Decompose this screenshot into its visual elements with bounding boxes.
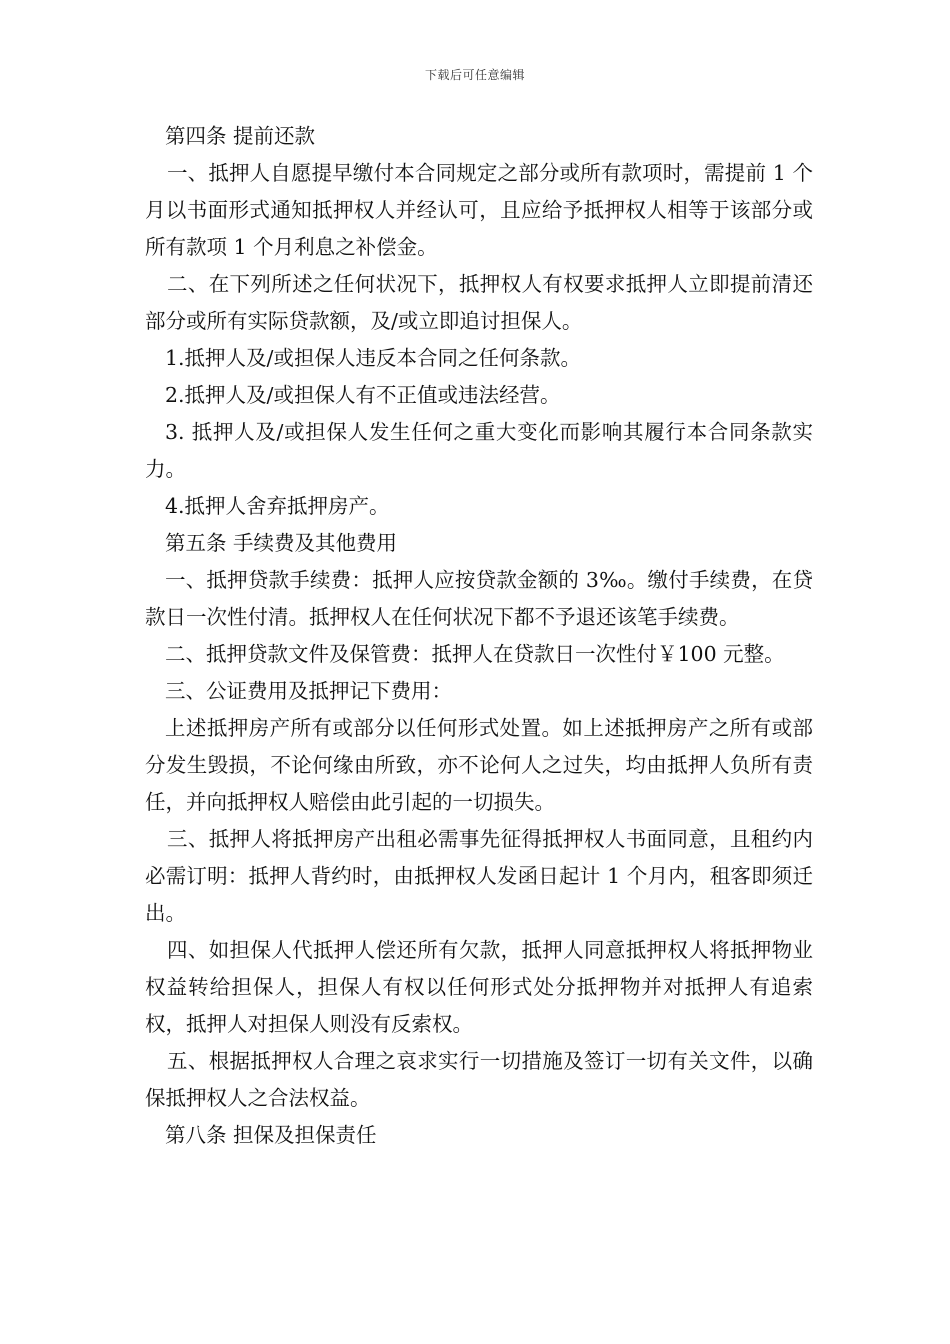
paragraph: 五、根据抵押权人合理之哀求实行一切措施及签订一切有关文件，以确保抵押权人之合法权益。 <box>145 1049 813 1110</box>
paragraph: 一、抵押贷款手续费：抵押人应按贷款金额的 3‰。缴付手续费，在贷款日一次性付清。抵押权人在任何状况下都不予退还该笔手续费。 <box>145 568 813 629</box>
list-item: 3. 抵押人及/或担保人发生任何之重大变化而影响其履行本合同条款实力。 <box>145 420 813 481</box>
paragraph: 第四条 提前还款 <box>165 124 316 148</box>
paragraph: 三、公证费用及抵押记下费用： <box>165 679 452 703</box>
list-item: 2.抵押人及/或担保人有不正值或违法经营。 <box>165 383 561 407</box>
page-header: 下载后可任意编辑 <box>424 68 525 82</box>
paragraph: 三、抵押人将抵押房产出租必需事先征得抵押权人书面同意，且租约内必需订明：抵押人背约时，由抵押权人发函日起计 1 个月内，租客即须迁出。 <box>145 827 813 925</box>
paragraph: 二、在下列所述之任何状况下，抵押权人有权要求抵押人立即提前清还部分或所有实际贷款额，及/或立即追讨担保人。 <box>145 272 813 333</box>
section-heading: 第八条 担保及担保责任 <box>165 1123 377 1147</box>
list-item: 1.抵押人及/或担保人违反本合同之任何条款。 <box>165 346 581 370</box>
document-body <box>145 118 813 1154</box>
paragraph: 第五条 手续费及其他费用 <box>165 531 398 555</box>
paragraph: 二、抵押贷款文件及保管费：抵押人在贷款日一次性付￥100 元整。 <box>165 642 785 666</box>
list-item: 4.抵押人舍弃抵押房产。 <box>165 494 390 518</box>
paragraph: 四、如担保人代抵押人偿还所有欠款，抵押人同意抵押权人将抵押物业权益转给担保人，担保人有权以任何形式处分抵押物并对抵押人有追索权，抵押人对担保人则没有反索权。 <box>145 938 813 1036</box>
paragraph: 上述抵押房产所有或部分以任何形式处置。如上述抵押房产之所有或部分发生毁损，不论何缘由所致，亦不论何人之过失，均由抵押人负所有责任，并向抵押权人赔偿由此引起的一切损失。 <box>145 716 813 814</box>
paragraph: 一、抵押人自愿提早缴付本合同规定之部分或所有款项时，需提前 1 个月以书面形式通知抵押权人并经认可，且应给予抵押权人相等于该部分或所有款项 1 个月利息之补偿金。 <box>145 161 813 259</box>
